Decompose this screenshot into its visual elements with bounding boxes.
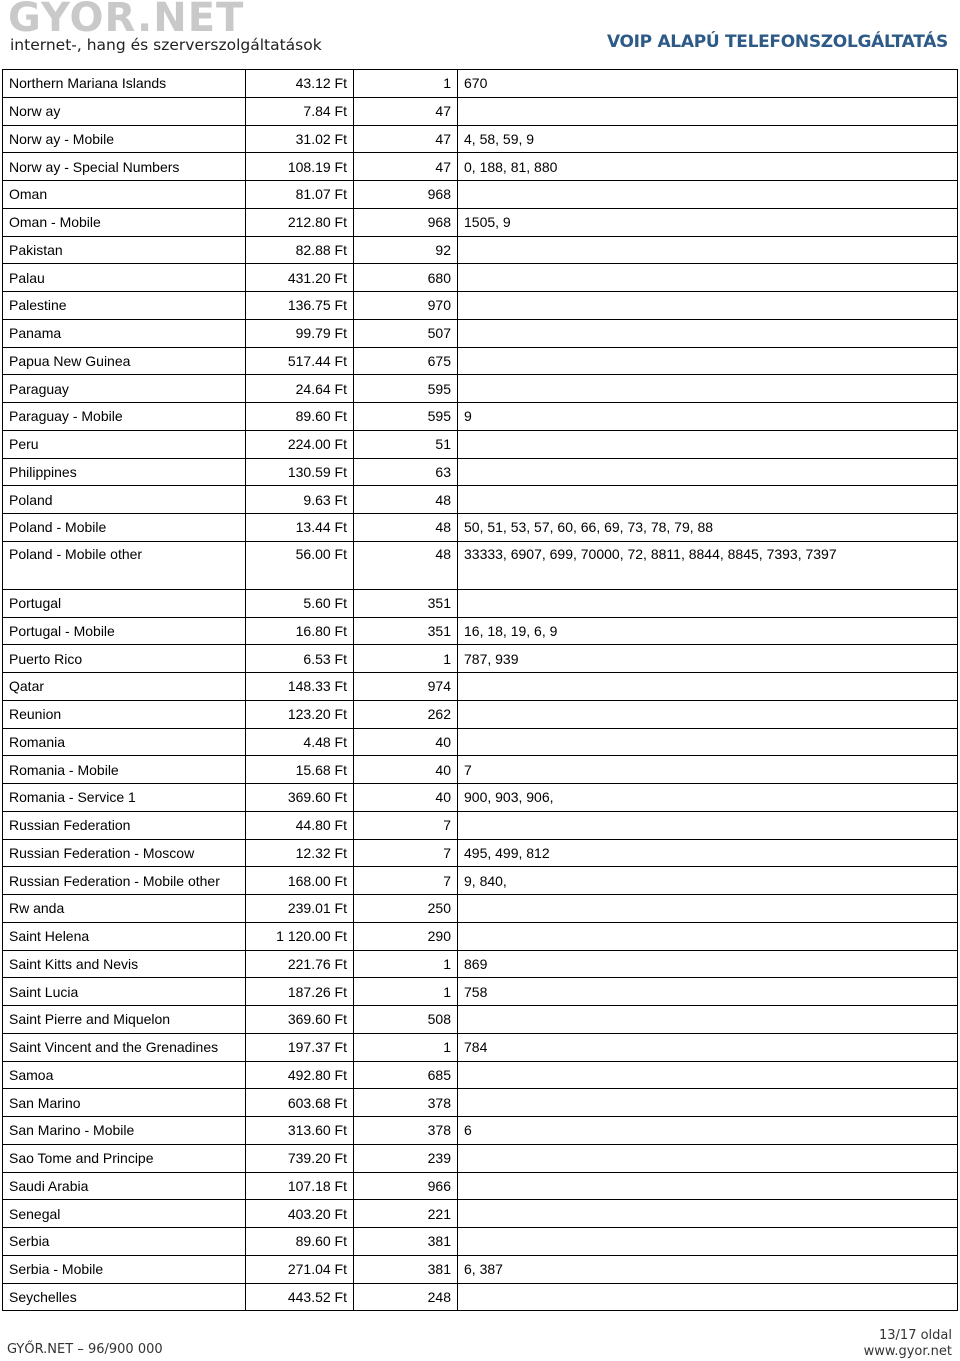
table-row (3, 292, 958, 320)
country-code-cell: 7 (354, 867, 458, 895)
country-code-cell: 675 (354, 347, 458, 375)
country-cell: Puerto Rico (3, 645, 246, 673)
country-code-cell: 378 (354, 1117, 458, 1145)
country-code-cell: 248 (354, 1283, 458, 1311)
country-code-cell: 595 (354, 403, 458, 431)
prefix-cell (458, 430, 958, 458)
prefix-cell (458, 811, 958, 839)
country-code-cell: 685 (354, 1061, 458, 1089)
table-row (3, 458, 958, 486)
price-cell: 187.26 Ft (246, 978, 354, 1006)
country-cell: Poland (3, 486, 246, 514)
table-row (3, 1089, 958, 1117)
table-row (3, 1228, 958, 1256)
country-code-cell: 966 (354, 1172, 458, 1200)
country-cell: Panama (3, 319, 246, 347)
rate-table-body (3, 70, 958, 1311)
country-code-cell: 7 (354, 811, 458, 839)
country-code-cell: 1 (354, 645, 458, 673)
prefix-cell: 670 (458, 70, 958, 98)
price-cell: 369.60 Ft (246, 1006, 354, 1034)
price-cell: 271.04 Ft (246, 1255, 354, 1283)
table-row (3, 700, 958, 728)
country-code-cell: 974 (354, 673, 458, 701)
prefix-cell (458, 1006, 958, 1034)
country-cell: Paraguay - Mobile (3, 403, 246, 431)
prefix-cell (458, 1228, 958, 1256)
country-cell: Romania - Mobile (3, 756, 246, 784)
price-cell: 82.88 Ft (246, 236, 354, 264)
company-logo: GYOR.NET (8, 0, 245, 41)
price-cell: 5.60 Ft (246, 589, 354, 617)
price-cell: 369.60 Ft (246, 784, 354, 812)
rate-table (2, 69, 958, 1311)
country-code-cell: 1 (354, 978, 458, 1006)
prefix-cell: 784 (458, 1033, 958, 1061)
country-cell: Russian Federation - Moscow (3, 839, 246, 867)
price-cell: 136.75 Ft (246, 292, 354, 320)
footer-contact: GYŐR.NET – 96/900 000 (7, 1342, 163, 1357)
country-code-cell: 290 (354, 922, 458, 950)
price-cell: 123.20 Ft (246, 700, 354, 728)
company-tagline: internet-, hang és szerverszolgáltatások (10, 36, 322, 54)
prefix-cell: 9, 840, (458, 867, 958, 895)
country-code-cell: 40 (354, 784, 458, 812)
prefix-cell (458, 97, 958, 125)
prefix-cell: 33333, 6907, 699, 70000, 72, 8811, 8844, 8845, 7393, 7397 (458, 541, 958, 589)
country-cell: Oman (3, 181, 246, 209)
prefix-cell: 6 (458, 1117, 958, 1145)
price-cell: 517.44 Ft (246, 347, 354, 375)
prefix-cell: 6, 387 (458, 1255, 958, 1283)
table-row (3, 125, 958, 153)
country-cell: Norw ay - Mobile (3, 125, 246, 153)
table-row (3, 486, 958, 514)
prefix-cell (458, 673, 958, 701)
country-code-cell: 1 (354, 950, 458, 978)
prefix-cell (458, 181, 958, 209)
price-cell: 492.80 Ft (246, 1061, 354, 1089)
prefix-cell: 9 (458, 403, 958, 431)
country-code-cell: 595 (354, 375, 458, 403)
price-cell: 56.00 Ft (246, 541, 354, 589)
country-code-cell: 262 (354, 700, 458, 728)
price-cell: 89.60 Ft (246, 403, 354, 431)
table-row (3, 153, 958, 181)
prefix-cell (458, 264, 958, 292)
page-number: 13/17 oldal (879, 1328, 952, 1343)
country-cell: Saint Helena (3, 922, 246, 950)
price-cell: 12.32 Ft (246, 839, 354, 867)
country-cell: Portugal (3, 589, 246, 617)
table-row (3, 1172, 958, 1200)
table-row (3, 922, 958, 950)
table-row (3, 1200, 958, 1228)
country-cell: Sao Tome and Principe (3, 1144, 246, 1172)
table-row (3, 514, 958, 542)
table-row (3, 811, 958, 839)
country-code-cell: 92 (354, 236, 458, 264)
prefix-cell: 50, 51, 53, 57, 60, 66, 69, 73, 78, 79, 88 (458, 514, 958, 542)
table-row (3, 70, 958, 98)
country-cell: Portugal - Mobile (3, 617, 246, 645)
prefix-cell: 900, 903, 906, (458, 784, 958, 812)
price-cell: 6.53 Ft (246, 645, 354, 673)
price-cell: 443.52 Ft (246, 1283, 354, 1311)
table-row (3, 728, 958, 756)
country-cell: Saint Pierre and Miquelon (3, 1006, 246, 1034)
country-cell: Romania - Service 1 (3, 784, 246, 812)
country-cell: Russian Federation - Mobile other (3, 867, 246, 895)
country-code-cell: 47 (354, 153, 458, 181)
price-cell: 16.80 Ft (246, 617, 354, 645)
table-row (3, 541, 958, 589)
price-cell: 603.68 Ft (246, 1089, 354, 1117)
table-row (3, 1061, 958, 1089)
prefix-cell (458, 922, 958, 950)
country-cell: Pakistan (3, 236, 246, 264)
table-row (3, 895, 958, 923)
price-cell: 130.59 Ft (246, 458, 354, 486)
prefix-cell: 7 (458, 756, 958, 784)
prefix-cell (458, 700, 958, 728)
country-code-cell: 47 (354, 125, 458, 153)
country-cell: Palestine (3, 292, 246, 320)
table-row (3, 264, 958, 292)
country-cell: Qatar (3, 673, 246, 701)
country-cell: Peru (3, 430, 246, 458)
price-cell: 197.37 Ft (246, 1033, 354, 1061)
prefix-cell: 495, 499, 812 (458, 839, 958, 867)
country-code-cell: 1 (354, 70, 458, 98)
country-code-cell: 48 (354, 486, 458, 514)
price-cell: 13.44 Ft (246, 514, 354, 542)
country-cell: Norw ay - Special Numbers (3, 153, 246, 181)
price-cell: 403.20 Ft (246, 1200, 354, 1228)
price-cell: 15.68 Ft (246, 756, 354, 784)
prefix-cell (458, 292, 958, 320)
prefix-cell (458, 589, 958, 617)
table-row (3, 978, 958, 1006)
prefix-cell (458, 486, 958, 514)
country-code-cell: 239 (354, 1144, 458, 1172)
country-code-cell: 968 (354, 208, 458, 236)
country-code-cell: 63 (354, 458, 458, 486)
price-cell: 108.19 Ft (246, 153, 354, 181)
country-cell: Russian Federation (3, 811, 246, 839)
country-code-cell: 351 (354, 617, 458, 645)
prefix-cell: 1505, 9 (458, 208, 958, 236)
country-code-cell: 48 (354, 541, 458, 589)
country-code-cell: 1 (354, 1033, 458, 1061)
price-cell: 99.79 Ft (246, 319, 354, 347)
price-cell: 107.18 Ft (246, 1172, 354, 1200)
prefix-cell: 16, 18, 19, 6, 9 (458, 617, 958, 645)
country-code-cell: 351 (354, 589, 458, 617)
table-row (3, 347, 958, 375)
price-cell: 148.33 Ft (246, 673, 354, 701)
country-cell: Oman - Mobile (3, 208, 246, 236)
country-cell: Saint Kitts and Nevis (3, 950, 246, 978)
prefix-cell (458, 1144, 958, 1172)
table-row (3, 181, 958, 209)
prefix-cell (458, 319, 958, 347)
table-row (3, 1144, 958, 1172)
country-code-cell: 40 (354, 728, 458, 756)
country-cell: Reunion (3, 700, 246, 728)
table-row (3, 673, 958, 701)
table-row (3, 589, 958, 617)
prefix-cell (458, 375, 958, 403)
country-cell: Norw ay (3, 97, 246, 125)
price-cell: 31.02 Ft (246, 125, 354, 153)
table-row (3, 756, 958, 784)
prefix-cell (458, 1200, 958, 1228)
country-code-cell: 378 (354, 1089, 458, 1117)
country-cell: Samoa (3, 1061, 246, 1089)
prefix-cell: 869 (458, 950, 958, 978)
table-row (3, 236, 958, 264)
country-cell: Serbia - Mobile (3, 1255, 246, 1283)
price-cell: 313.60 Ft (246, 1117, 354, 1145)
country-cell: Saint Lucia (3, 978, 246, 1006)
country-cell: Paraguay (3, 375, 246, 403)
country-cell: Rw anda (3, 895, 246, 923)
table-row (3, 867, 958, 895)
table-row (3, 403, 958, 431)
price-cell: 81.07 Ft (246, 181, 354, 209)
footer-info (864, 1328, 952, 1360)
document-title: VOIP ALAPÚ TELEFONSZOLGÁLTATÁS (606, 32, 948, 52)
table-row (3, 208, 958, 236)
price-cell: 4.48 Ft (246, 728, 354, 756)
prefix-cell (458, 1172, 958, 1200)
prefix-cell: 787, 939 (458, 645, 958, 673)
country-cell: Papua New Guinea (3, 347, 246, 375)
country-code-cell: 508 (354, 1006, 458, 1034)
table-row (3, 1255, 958, 1283)
table-row (3, 97, 958, 125)
prefix-cell: 0, 188, 81, 880 (458, 153, 958, 181)
country-cell: San Marino - Mobile (3, 1117, 246, 1145)
table-row (3, 839, 958, 867)
prefix-cell (458, 1089, 958, 1117)
country-cell: Romania (3, 728, 246, 756)
country-cell: Saint Vincent and the Grenadines (3, 1033, 246, 1061)
table-row (3, 950, 958, 978)
price-cell: 239.01 Ft (246, 895, 354, 923)
table-row (3, 430, 958, 458)
prefix-cell (458, 895, 958, 923)
country-cell: Serbia (3, 1228, 246, 1256)
country-cell: Seychelles (3, 1283, 246, 1311)
country-cell: San Marino (3, 1089, 246, 1117)
prefix-cell (458, 1061, 958, 1089)
prefix-cell: 758 (458, 978, 958, 1006)
country-code-cell: 507 (354, 319, 458, 347)
table-row (3, 1283, 958, 1311)
price-cell: 89.60 Ft (246, 1228, 354, 1256)
price-cell: 431.20 Ft (246, 264, 354, 292)
country-cell: Northern Mariana Islands (3, 70, 246, 98)
price-cell: 44.80 Ft (246, 811, 354, 839)
table-row (3, 784, 958, 812)
price-cell: 221.76 Ft (246, 950, 354, 978)
country-code-cell: 680 (354, 264, 458, 292)
country-code-cell: 968 (354, 181, 458, 209)
table-row (3, 1033, 958, 1061)
footer-website: www.gyor.net (863, 1344, 952, 1359)
country-code-cell: 40 (354, 756, 458, 784)
country-cell: Poland - Mobile (3, 514, 246, 542)
table-row (3, 1117, 958, 1145)
table-row (3, 645, 958, 673)
page-header (0, 0, 960, 62)
table-row (3, 319, 958, 347)
price-cell: 43.12 Ft (246, 70, 354, 98)
country-code-cell: 381 (354, 1255, 458, 1283)
prefix-cell (458, 458, 958, 486)
prefix-cell (458, 728, 958, 756)
country-code-cell: 250 (354, 895, 458, 923)
country-code-cell: 51 (354, 430, 458, 458)
prefix-cell: 4, 58, 59, 9 (458, 125, 958, 153)
price-cell: 212.80 Ft (246, 208, 354, 236)
country-cell: Philippines (3, 458, 246, 486)
country-code-cell: 48 (354, 514, 458, 542)
price-cell: 7.84 Ft (246, 97, 354, 125)
price-cell: 24.64 Ft (246, 375, 354, 403)
country-cell: Senegal (3, 1200, 246, 1228)
price-cell: 168.00 Ft (246, 867, 354, 895)
prefix-cell (458, 1283, 958, 1311)
country-code-cell: 381 (354, 1228, 458, 1256)
country-cell: Palau (3, 264, 246, 292)
price-cell: 9.63 Ft (246, 486, 354, 514)
price-cell: 1 120.00 Ft (246, 922, 354, 950)
table-row (3, 375, 958, 403)
prefix-cell (458, 347, 958, 375)
table-row (3, 617, 958, 645)
price-cell: 224.00 Ft (246, 430, 354, 458)
country-code-cell: 221 (354, 1200, 458, 1228)
country-cell: Poland - Mobile other (3, 541, 246, 589)
country-code-cell: 47 (354, 97, 458, 125)
price-cell: 739.20 Ft (246, 1144, 354, 1172)
prefix-cell (458, 236, 958, 264)
table-row (3, 1006, 958, 1034)
country-code-cell: 7 (354, 839, 458, 867)
country-cell: Saudi Arabia (3, 1172, 246, 1200)
country-code-cell: 970 (354, 292, 458, 320)
